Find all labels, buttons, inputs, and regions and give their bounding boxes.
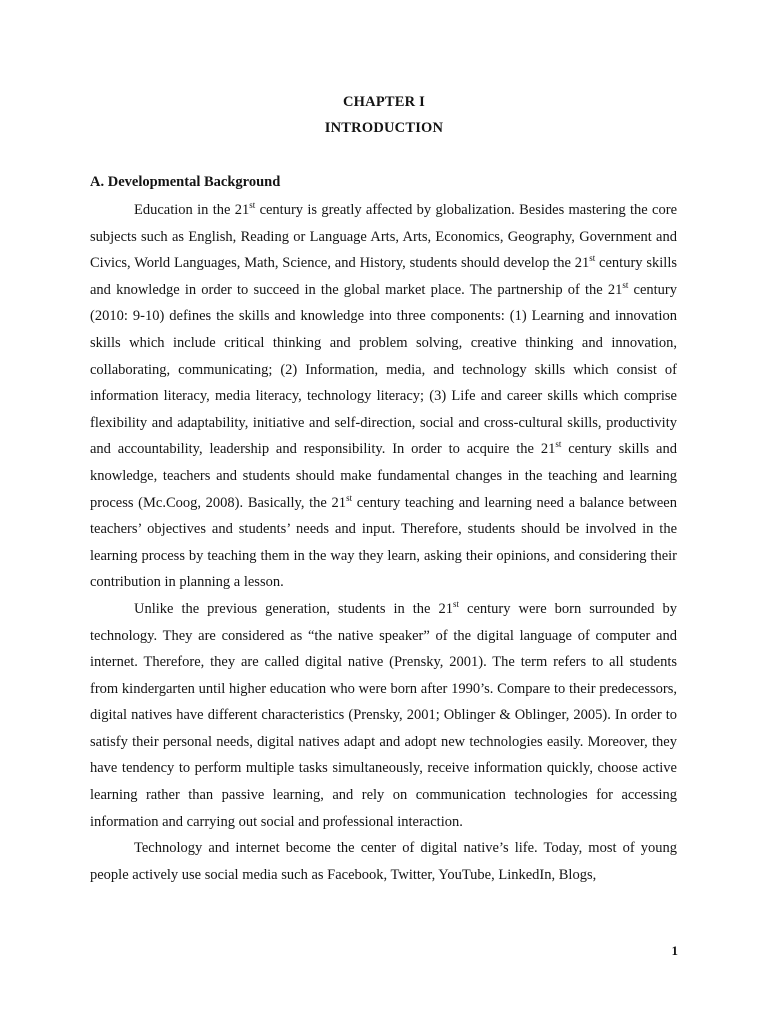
ordinal-suffix: st (346, 492, 353, 503)
text-run: century teaching and learning need a balance between teachers’ objectives and students’ needs and input. Therefore, students should be involved in the learning process by teaching them in the way they learn, asking their opinions, and considering their contribution in planning a lesson. (90, 494, 677, 591)
ordinal-suffix: st (589, 253, 596, 264)
chapter-heading: CHAPTER I (343, 94, 425, 110)
text-run: century were born surrounded by technology. They are considered as “the native speaker” of the digital language of computer and internet. Therefore, they are called digital native (Prensky, 2001). The term refers to all students from kindergarten until higher education who were born after 1990’s. Compare to their predecessors, digital natives have different characteristics (Prensky, 2001; Oblinger & Oblinger, 2005). In order to satisfy their personal needs, digital natives adapt and adopt new technologies easily. Moreover, they have tendency to perform multiple tasks simultaneously, receive information quickly, choose active learning rather than passive learning, and rely on communication technologies for accessing information and carrying out social and professional interaction. (90, 600, 677, 830)
text-run: century is greatly affected by globalization. Besides mastering the core subjects such as English, Reading or Language Arts, Arts, Economics, Geography, Government and Civics, World Languages, Math, Science, and History, students should develop the 21 (90, 202, 677, 272)
text-run: century skills and knowledge, teachers and students should make fundamental changes in the teaching and learning process (Mc.Coog, 2008). Basically, the 21 (90, 441, 677, 511)
ordinal-suffix: st (249, 200, 256, 210)
section-heading: A. Developmental Background (90, 174, 281, 190)
ordinal-suffix: st (555, 439, 562, 450)
paragraph-2 (90, 596, 677, 835)
chapter-title: INTRODUCTION (324, 120, 444, 136)
text-run: century skills and knowledge in order to succeed in the global market place. The partnership of the 21 (90, 255, 677, 298)
paragraph-1 (90, 197, 677, 596)
ordinal-suffix: st (452, 598, 459, 609)
paragraph-3: Technology and internet become the center of digital native’s life. Today, most of young people actively use social media such as Facebook, Twitter, YouTube, LinkedIn, Blogs, (90, 840, 677, 883)
page-number: 1 (671, 943, 678, 958)
text-run: Unlike the previous generation, students in the 21 (134, 600, 453, 617)
text-run: Education in the 21 (134, 202, 250, 218)
text-run: century (2010: 9-10) defines the skills and knowledge into three components: (1) Learning and innovation skills which include critical thinking and problem solving, creative thinking and innovation, collaborating, communicating; (2) Information, media, and technology skills which consist of information literacy, media literacy, technology literacy; (3) Life and career skills which comprise flexibility and adaptability, initiative and self-direction, social and cross-cultural skills, productivity and accountability, leadership and responsibility. In order to acquire the 21 (90, 281, 677, 458)
ordinal-suffix: st (622, 279, 629, 290)
body-text (90, 197, 677, 888)
